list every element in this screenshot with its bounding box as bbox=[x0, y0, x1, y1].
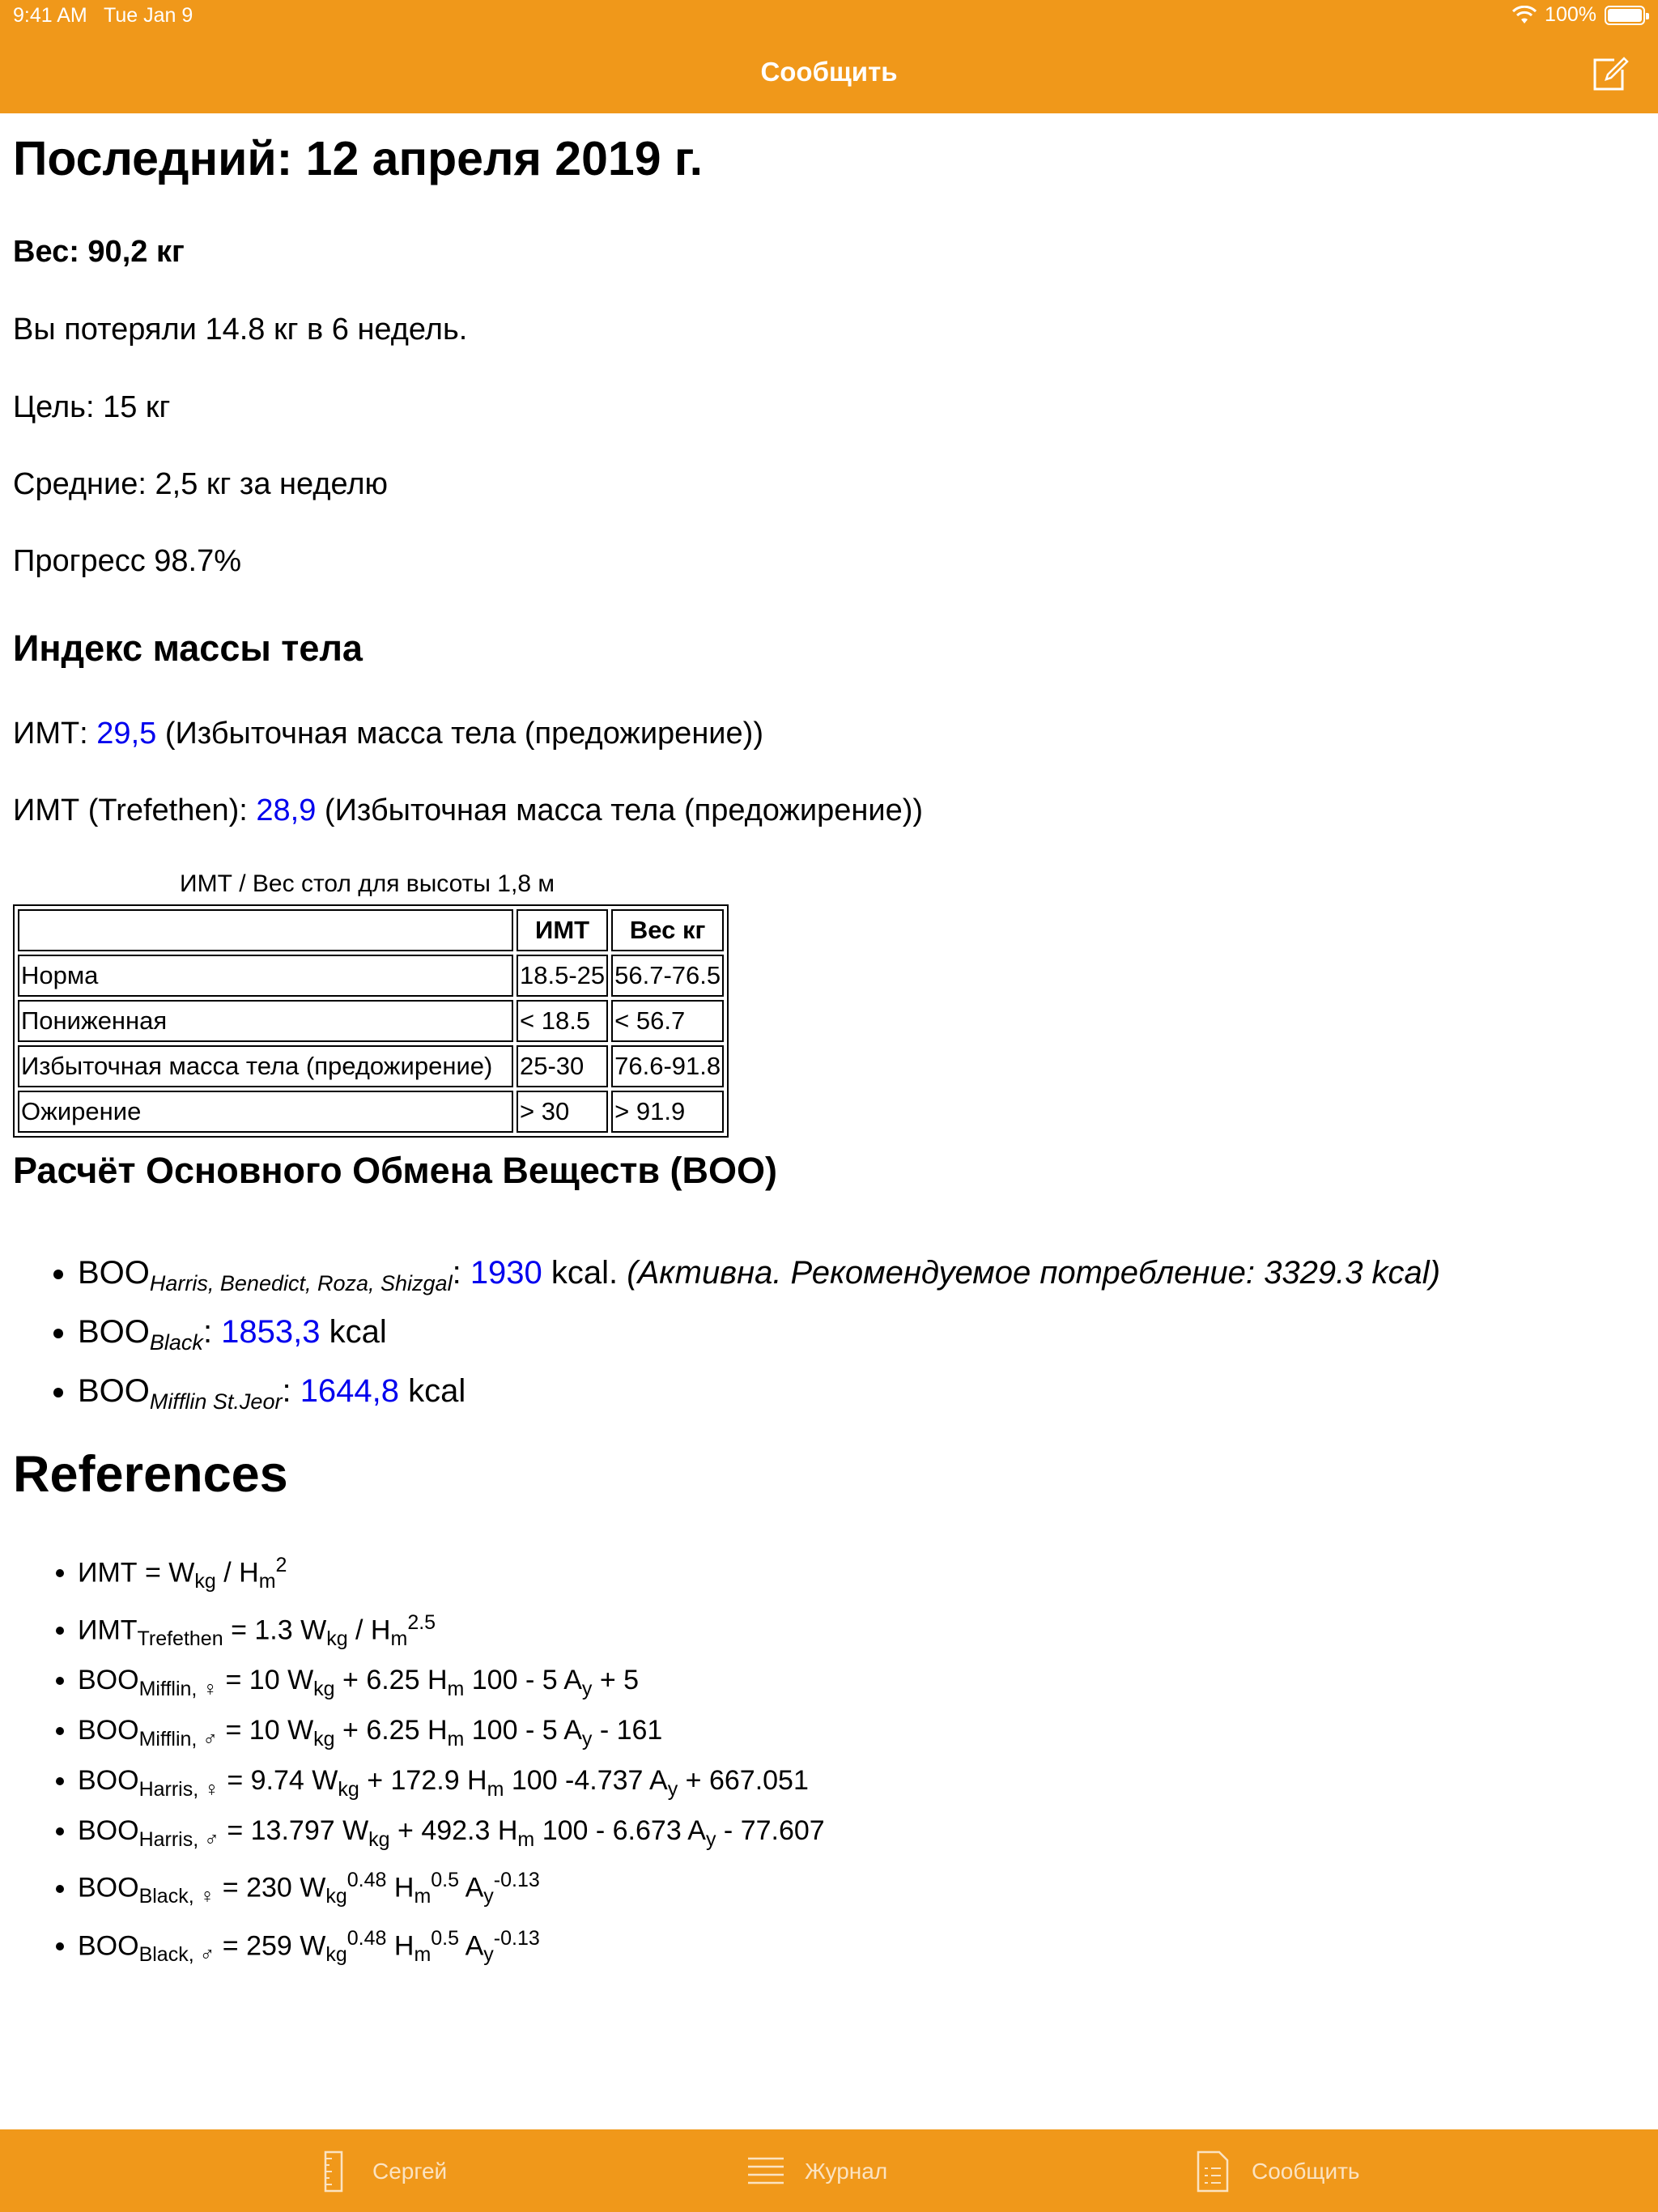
tab-bar bbox=[0, 2129, 1658, 2212]
table-row bbox=[18, 1091, 724, 1133]
bmi-value-link[interactable]: 29,5 bbox=[96, 717, 157, 751]
bmr-value-link[interactable]: 1853,3 bbox=[221, 1314, 321, 1350]
status-right bbox=[1512, 3, 1645, 27]
bmr-sep: : bbox=[202, 1314, 222, 1350]
battery-icon bbox=[1605, 6, 1645, 25]
list-item bbox=[78, 1249, 1440, 1308]
table-header-row bbox=[18, 909, 724, 951]
formula-item: • $BOO_{Black, ♂} = 259$ $W_{kg}^{0.48}$ $H_m^{0.5}$ $A_y^{-0.13}$ bbox=[78, 1918, 825, 1976]
nav-title: Сообщить bbox=[760, 57, 898, 87]
bmi-table-caption: ИМТ / Вес стол для высоты 1,8 м bbox=[180, 870, 555, 897]
tab-journal[interactable] bbox=[746, 2150, 887, 2193]
bmr-list bbox=[13, 1249, 1440, 1426]
formula-item: • $BOO_{Harris, ♀} = 9.74$ $W_{kg} + 172.9$ $H_m$ 100 -4.737 $A_y + 667.051$ bbox=[78, 1760, 825, 1810]
navigation-bar bbox=[0, 0, 1658, 113]
average-line: Средние: 2,5 кг за неделю bbox=[13, 467, 389, 501]
bmr-base: BOO bbox=[78, 1314, 150, 1350]
formula-item: • $BOO_{Black, ♀} = 230$ $W_{kg}^{0.48}$ $H_m^{0.5}$ $A_y^{-0.13}$ bbox=[78, 1860, 825, 1917]
references-heading: References bbox=[13, 1446, 288, 1503]
table-row bbox=[18, 1045, 724, 1087]
status-date: Tue Jan 9 bbox=[104, 4, 193, 27]
ruler-icon bbox=[314, 2150, 353, 2193]
table-header-cell bbox=[18, 909, 513, 951]
table-cell: 56.7-76.5 bbox=[611, 955, 724, 997]
formula-item: • ИМТ = $W_{kg} / H_m^2$ bbox=[78, 1545, 825, 1602]
bmr-unit: kcal. bbox=[542, 1255, 627, 1291]
bmi-label: ИМТ: bbox=[13, 717, 97, 751]
bmi-table-wrapper bbox=[13, 870, 729, 1138]
tab-label: Сергей bbox=[372, 2159, 448, 2184]
bmr-sub: Black bbox=[149, 1330, 203, 1355]
compose-icon[interactable] bbox=[1590, 53, 1630, 94]
list-item bbox=[78, 1308, 1440, 1367]
lost-line: Вы потеряли 14.8 кг в 6 недель. bbox=[13, 313, 468, 347]
bmi-heading: Индекс массы тела bbox=[13, 627, 363, 669]
references-list bbox=[13, 1545, 825, 1976]
wifi-icon bbox=[1512, 6, 1537, 25]
bmi-trefethen-line bbox=[13, 793, 923, 828]
table-cell: Избыточная масса тела (предожирение) bbox=[18, 1045, 513, 1087]
table-row bbox=[18, 1000, 724, 1042]
table-header-cell: ИМТ bbox=[517, 909, 608, 951]
tab-label: Сообщить bbox=[1252, 2159, 1360, 2184]
bmr-sub: Mifflin St.Jeor bbox=[149, 1389, 283, 1414]
formula-item: • $BOO_{Mifflin, ♀} = 10$ $W_{kg} + 6.25$ $H_m$ 100 - 5 $A_y + 5$ bbox=[78, 1660, 825, 1710]
formula-item: • $ИМТ_{Trefethen} = 1.3$ $W_{kg} / H_m^{2.5}$ bbox=[78, 1602, 825, 1660]
progress-line: Прогресс 98.7% bbox=[13, 544, 242, 578]
goal-line: Цель: 15 кг bbox=[13, 390, 171, 424]
table-cell: < 18.5 bbox=[517, 1000, 608, 1042]
report-icon bbox=[1193, 2150, 1232, 2193]
bmr-sub: Harris, Benedict, Roza, Shizgal bbox=[149, 1271, 453, 1295]
weight-line: Вес: 90,2 кг bbox=[13, 235, 185, 269]
table-cell: 18.5-25 bbox=[517, 955, 608, 997]
bmr-value-link[interactable]: 1644,8 bbox=[300, 1373, 400, 1409]
bmi-note: (Избыточная масса тела (предожирение)) bbox=[156, 717, 763, 751]
status-bar bbox=[0, 0, 1658, 32]
bmr-unit: kcal bbox=[320, 1314, 387, 1350]
table-header-cell: Вес кг bbox=[611, 909, 724, 951]
list-icon bbox=[746, 2150, 785, 2193]
formula-item: • $BOO_{Mifflin, ♂} = 10$ $W_{kg} + 6.25$ $H_m$ 100 - 5 $A_y - 161$ bbox=[78, 1710, 825, 1760]
bmi-trefethen-note: (Избыточная масса тела (предожирение)) bbox=[316, 793, 924, 827]
bmr-sep: : bbox=[452, 1255, 470, 1291]
bmr-sep: : bbox=[282, 1373, 300, 1409]
status-time: 9:41 AM bbox=[13, 4, 87, 27]
table-cell: Норма bbox=[18, 955, 513, 997]
tab-label: Журнал bbox=[805, 2159, 888, 2184]
bmi-trefethen-value-link[interactable]: 28,9 bbox=[256, 793, 317, 827]
table-row bbox=[18, 955, 724, 997]
table-cell: 25-30 bbox=[517, 1045, 608, 1087]
table-cell: Пониженная bbox=[18, 1000, 513, 1042]
table-cell: 76.6-91.8 bbox=[611, 1045, 724, 1087]
battery-percent: 100% bbox=[1545, 3, 1596, 26]
bmr-heading: Расчёт Основного Обмена Веществ (BOO) bbox=[13, 1150, 778, 1191]
report-heading: Последний: 12 апреля 2019 г. bbox=[13, 132, 703, 185]
bmr-base: BOO bbox=[78, 1373, 150, 1409]
tab-profile[interactable] bbox=[314, 2150, 447, 2193]
tab-report[interactable] bbox=[1193, 2150, 1360, 2193]
table-cell: > 30 bbox=[517, 1091, 608, 1133]
table-cell: > 91.9 bbox=[611, 1091, 724, 1133]
bmr-note: (Активна. Рекомендуемое потребление: 3329.3 kcal) bbox=[627, 1255, 1441, 1291]
table-cell: Ожирение bbox=[18, 1091, 513, 1133]
bmi-line bbox=[13, 717, 763, 751]
bmr-value-link[interactable]: 1930 bbox=[470, 1255, 542, 1291]
bmi-trefethen-label: ИМТ (Trefethen): bbox=[13, 793, 257, 827]
bmi-table bbox=[13, 904, 729, 1138]
list-item bbox=[78, 1367, 1440, 1426]
formula-item: • $BOO_{Harris, ♂} = 13.797$ $W_{kg} + 492.3$ $H_m$ 100 - 6.673 $A_y - 77.607$ bbox=[78, 1810, 825, 1861]
bmr-base: BOO bbox=[78, 1255, 150, 1291]
table-cell: < 56.7 bbox=[611, 1000, 724, 1042]
bmr-unit: kcal bbox=[399, 1373, 466, 1409]
